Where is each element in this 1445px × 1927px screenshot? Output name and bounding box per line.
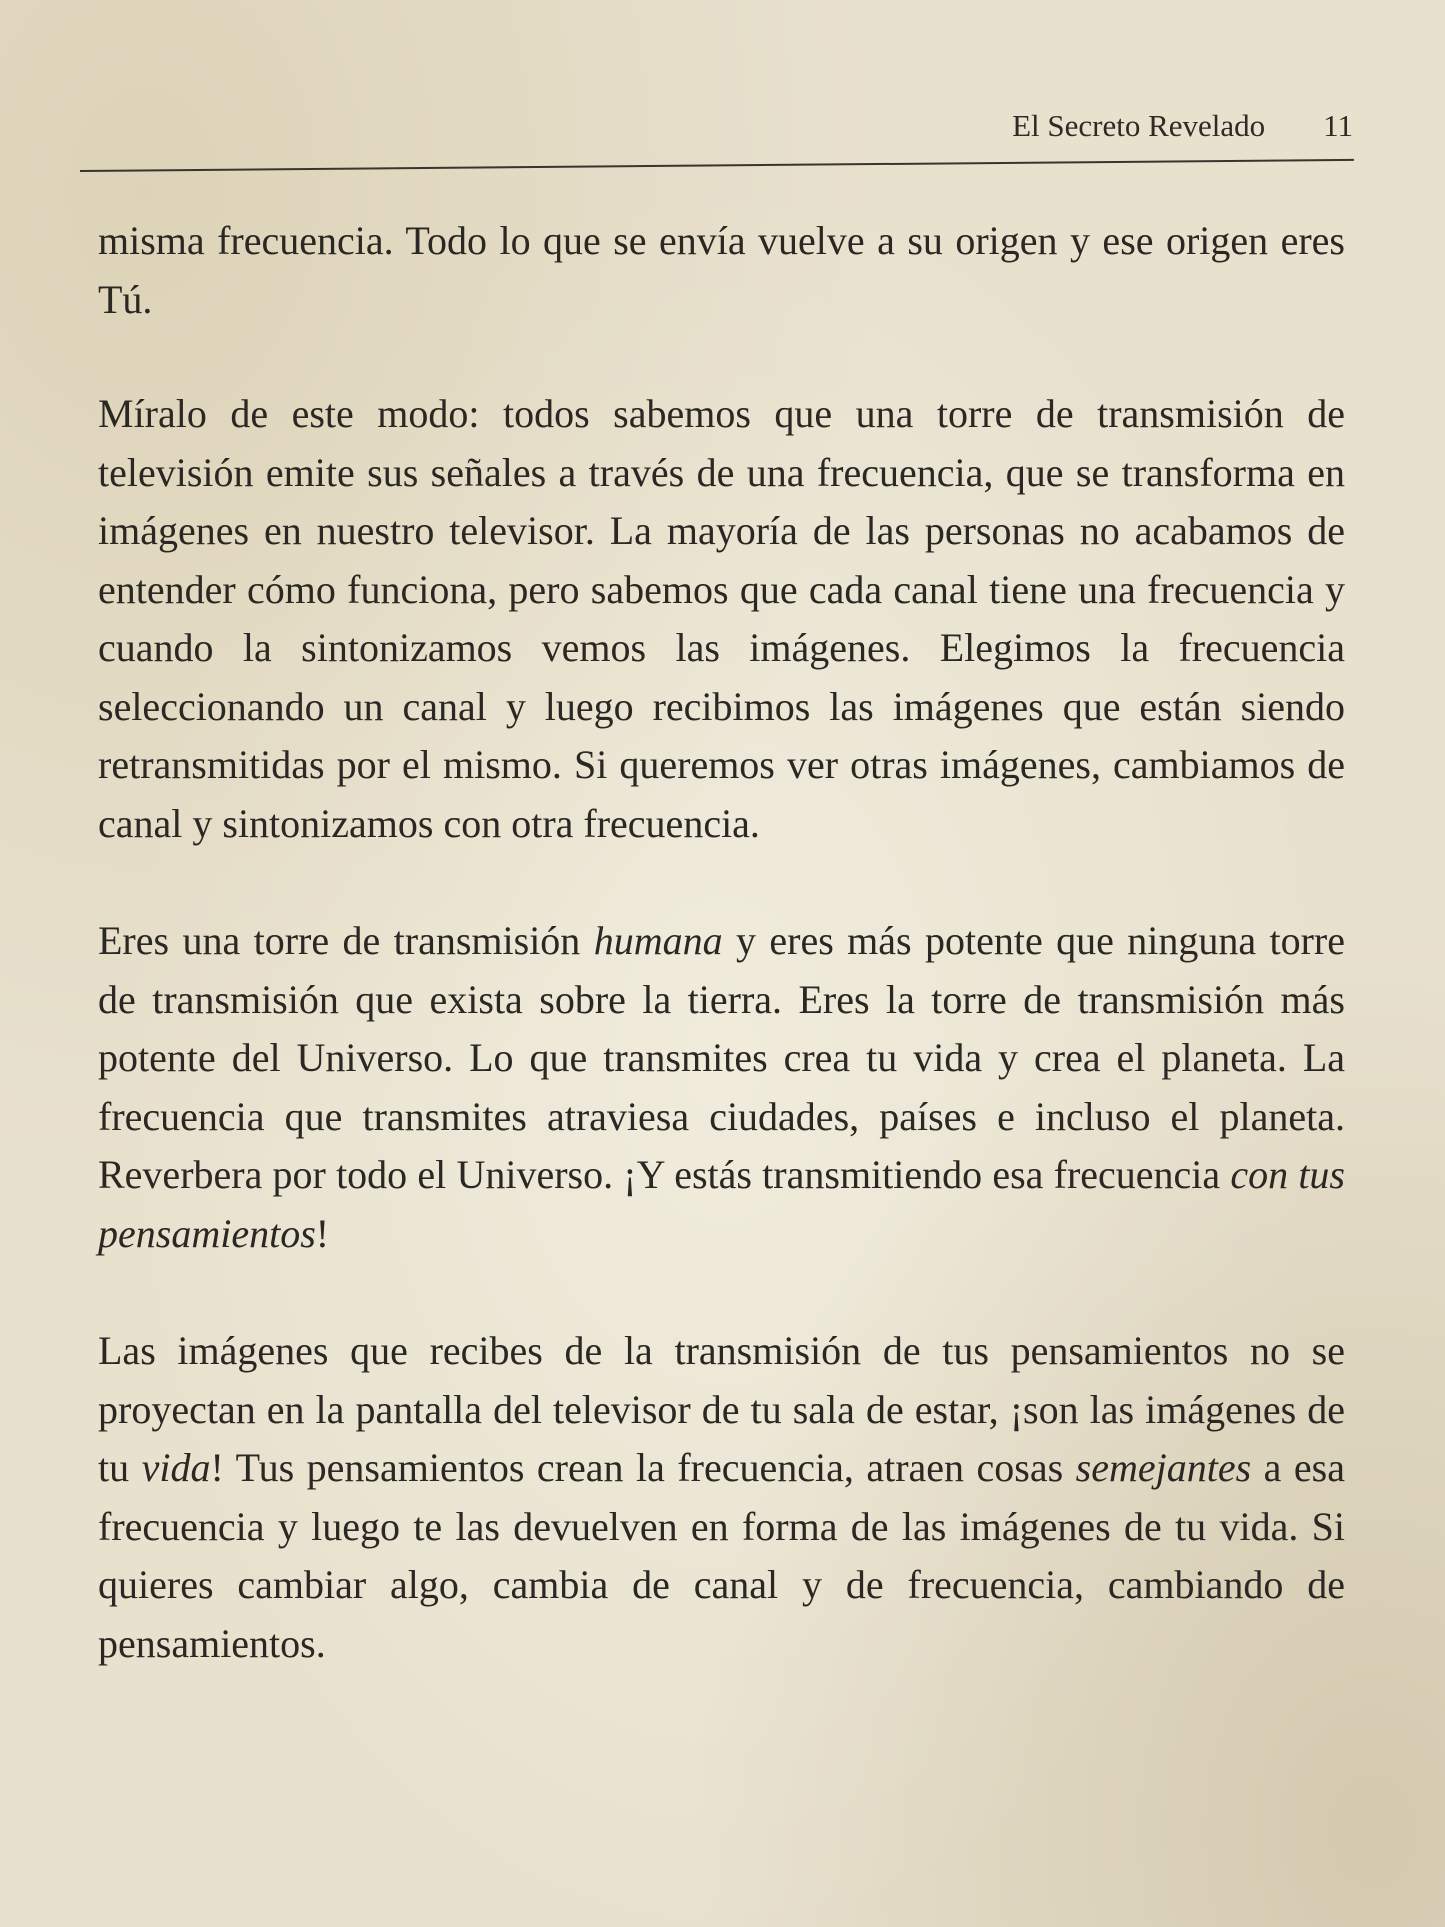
- paragraph-3-text-b: y eres más potente que ninguna torre de transmisión que exista sobre la tierra. Eres la torre de transmisión más potente del Universo. Lo que transmites crea tu vida y crea el planeta. La frecuencia que transmites atraviesa ciudades, países e incluso el planeta. Reverbera por todo el Universo. ¡Y estás transmitiendo esa frecuencia: [98, 918, 1346, 1197]
- paragraph-3: [98, 912, 1345, 1263]
- paragraph-1: misma frecuencia. Todo lo que se envía vuelve a su origen y ese origen eres Tú.: [98, 218, 1345, 322]
- paragraph-4-italic-a: vida: [141, 1445, 211, 1490]
- paragraph-4-text-b: ! Tus pensamientos crean la frecuencia, atraen cosas: [210, 1445, 1076, 1490]
- running-head: [1012, 108, 1353, 144]
- paragraph-3-italic-a: humana: [593, 918, 723, 963]
- running-title: El Secreto Revelado: [1012, 108, 1266, 143]
- paragraph-4-italic-b: semejantes: [1075, 1445, 1252, 1490]
- page-number: 11: [1323, 108, 1353, 143]
- paragraph-3-text-c: !: [315, 1210, 330, 1256]
- body-text: [98, 212, 1345, 1673]
- paragraph-4-text-c: a esa frecuencia y luego te las devuelven en forma de las imágenes de tu vida. Si quieres cambiar algo, cambia de canal y de frecuencia, cambiando de pensamientos.: [98, 1445, 1346, 1666]
- paragraph-4: [98, 1322, 1345, 1673]
- paragraph-2: Míralo de este modo: todos sabemos que una torre de transmisión de televisión emite sus señales a través de una frecuencia, que se transforma en imágenes en nuestro televisor. La mayoría de las personas no acabamos de entender cómo funciona, pero sabemos que cada canal tiene una frecuencia y cuando la sintonizamos vemos las imágenes. Elegimos la frecuencia seleccionando un canal y luego recibimos las imágenes que están siendo retransmitidas por el mismo. Si queremos ver otras imágenes, cambiamos de canal y sintonizamos con otra frecuencia.: [98, 391, 1345, 846]
- paragraph-3-italic-b: con tus pensamientos: [98, 1152, 1345, 1256]
- paragraph-4-text-a: Las imágenes que recibes de la transmisión de tus pensamientos no se proyectan en la pantalla del televisor de tu sala de estar, ¡son las imágenes de tu: [98, 1328, 1345, 1490]
- paragraph-3-text-a: Eres una torre de transmisión: [98, 918, 594, 963]
- header-rule: [80, 159, 1354, 172]
